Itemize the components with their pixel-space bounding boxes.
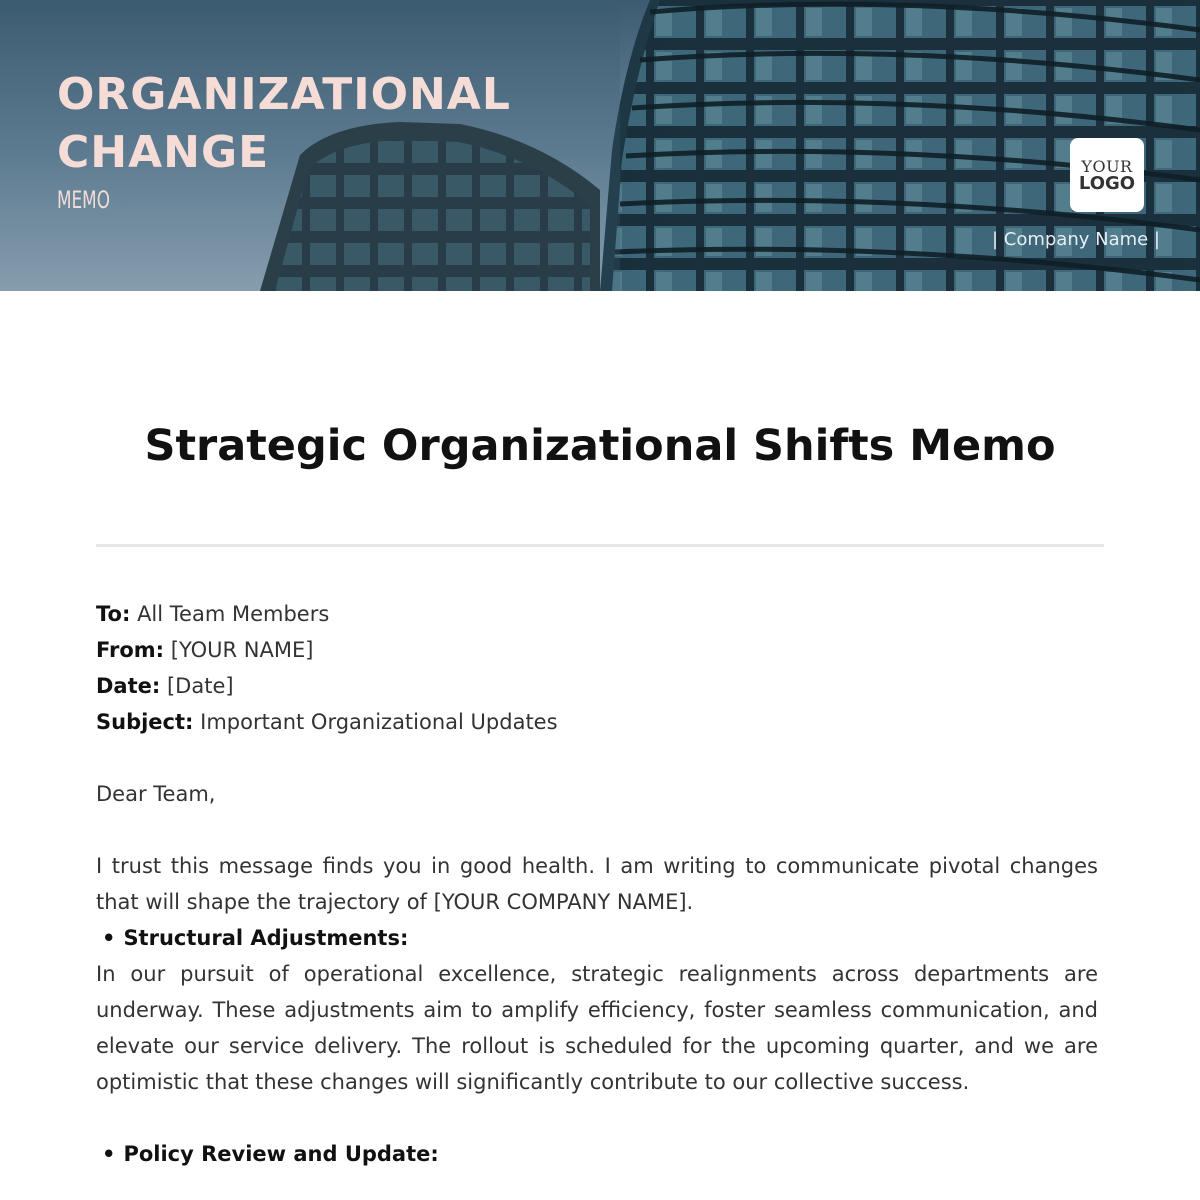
section-body-structural: In our pursuit of operational excellence, strategic realignments across departments are underway. These adjustments aim to amplify efficiency, foster seamless communication, and elevate our service delivery. The rollout is scheduled for the upcoming quarter, and we are optimistic that these changes will significantly contribute to our collective success. [96, 962, 1098, 1094]
meta-from-value: [YOUR NAME] [170, 638, 314, 662]
meta-to-label: To: [96, 602, 131, 626]
meta-subject [96, 704, 1098, 740]
banner-title-line-2: CHANGE [57, 127, 270, 178]
meta-to [96, 596, 1098, 632]
section-heading-text: Structural Adjustments: [123, 926, 409, 950]
logo-text-top: YOUR [1081, 156, 1133, 176]
memo-body [96, 596, 1098, 1172]
logo-text-bottom: LOGO [1078, 172, 1136, 194]
meta-subject-value: Important Organizational Updates [200, 710, 558, 734]
meta-from-label: From: [96, 638, 165, 662]
banner-title [57, 66, 617, 182]
meta-subject-label: Subject: [96, 710, 194, 734]
document-title: Strategic Organizational Shifts Memo [144, 421, 1056, 471]
company-logo [1070, 138, 1144, 212]
bullet-icon: • [102, 926, 116, 950]
meta-from [96, 632, 1098, 668]
section-heading-text: Policy Review and Update: [123, 1142, 439, 1166]
banner-subtitle: MEMO [57, 186, 110, 214]
spacer [96, 812, 1098, 848]
meta-date-value: [Date] [166, 674, 234, 698]
intro-paragraph: I trust this message finds you in good health. I am writing to communicate pivotal changes that will shape the trajectory of [YOUR COMPANY NAME]. [96, 854, 1098, 914]
spacer [96, 740, 1098, 776]
section-heading-policy [96, 1136, 1098, 1172]
banner-title-line-1: ORGANIZATIONAL [57, 69, 511, 120]
meta-date [96, 668, 1098, 704]
bullet-icon: • [102, 1142, 116, 1166]
company-name: | Company Name | [991, 229, 1160, 250]
title-divider [96, 544, 1104, 547]
meta-date-label: Date: [96, 674, 161, 698]
meta-to-value: All Team Members [137, 602, 330, 626]
section-heading-structural [96, 920, 1098, 956]
spacer [96, 1100, 1098, 1136]
header-banner [0, 0, 1200, 291]
greeting: Dear Team, [96, 782, 216, 806]
